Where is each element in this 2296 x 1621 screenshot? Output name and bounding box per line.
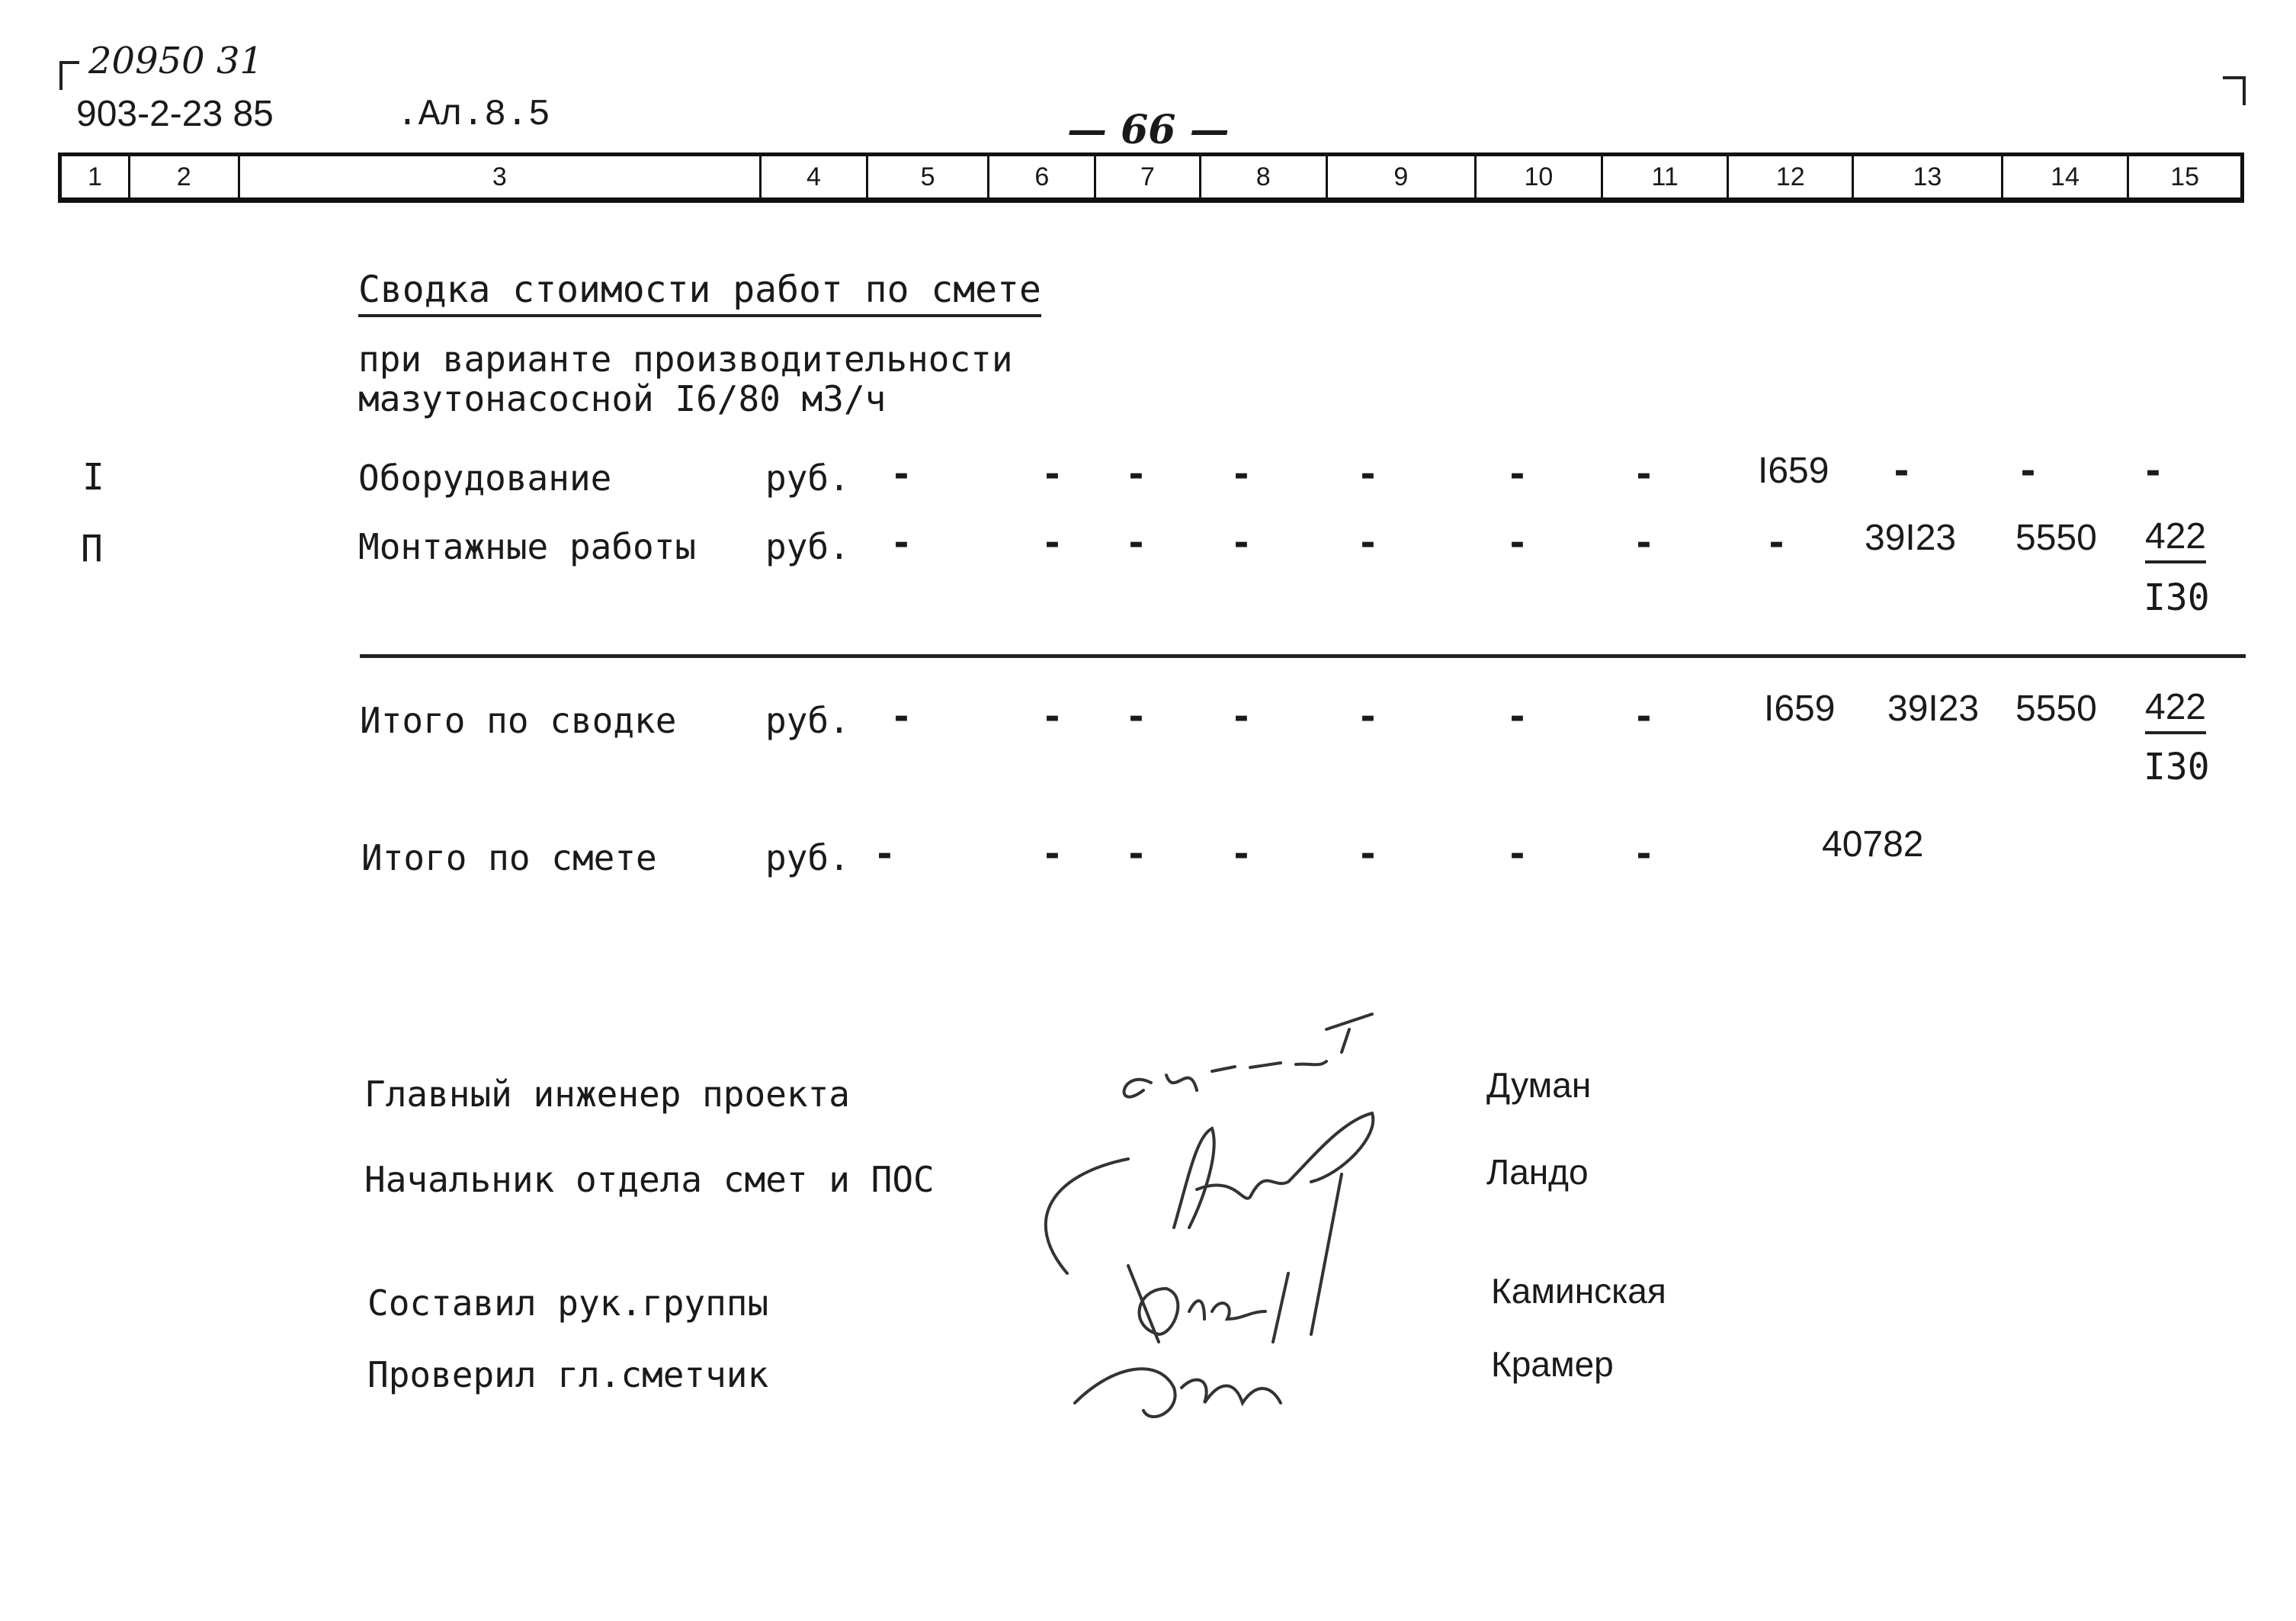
dash-cell: - [1041, 833, 1063, 875]
total-summary-label: Итого по сводке [360, 700, 677, 741]
summary-subtitle-line2: мазутонасосной I6/80 м3/ч [358, 378, 887, 419]
dash-cell: - [1041, 522, 1063, 564]
signature-name: Крамер [1491, 1344, 1614, 1384]
page-number: — 66 — [1067, 107, 1230, 153]
dash-cell: - [1230, 522, 1252, 564]
dash-cell: - [1633, 522, 1655, 564]
total-col15-denominator: I30 [2144, 746, 2210, 788]
dash-cell: - [874, 833, 896, 875]
column-number-strip [58, 152, 2244, 203]
signature-role: Составил рук.группы [367, 1282, 769, 1324]
dash-cell: - [1041, 695, 1063, 738]
col-number: 11 [1603, 156, 1730, 197]
dash-cell: - [1125, 695, 1147, 738]
total-estimate-label: Итого по смете [361, 837, 657, 878]
separator-line [360, 654, 2246, 658]
dash-cell: - [1357, 833, 1379, 875]
signature-role: Начальник отдела смет и ПОС [364, 1159, 935, 1200]
cell-col15-numerator: 422 [2145, 515, 2206, 563]
dash-cell: - [1357, 522, 1379, 564]
dash-cell: - [1506, 695, 1528, 738]
album-ref: .Ал.8.5 [396, 95, 550, 136]
col-number: 3 [240, 156, 762, 197]
handwritten-number: 20950 31 [88, 40, 264, 82]
row-number: П [81, 528, 103, 570]
signature-scribble-checker [1067, 1342, 1342, 1433]
dash-cell: - [1633, 453, 1655, 496]
row-unit: руб. [765, 526, 850, 567]
dash-cell: - [1633, 833, 1655, 875]
cell-col12: I659 [1758, 451, 1829, 491]
signature-role: Главный инженер проекта [364, 1074, 850, 1115]
col-number: 1 [62, 156, 130, 197]
dash-cell: - [1506, 522, 1528, 564]
signature-role: Проверил гл.сметчик [367, 1354, 769, 1395]
summary-title: Сводка стоимости работ по смете [358, 268, 1041, 317]
cell-col14: 5550 [2015, 518, 2097, 558]
signature-name: Думан [1486, 1065, 1592, 1105]
signature-scribble-chief-engineer [1098, 999, 1448, 1121]
top-right-corner-mark [2220, 75, 2247, 105]
dash-cell: - [1125, 453, 1147, 496]
dash-cell: - [890, 522, 912, 564]
col-number: 5 [868, 156, 990, 197]
col-number: 12 [1729, 156, 1854, 197]
col-number: 4 [762, 156, 868, 197]
dash-cell: - [1506, 453, 1528, 496]
dash-cell: - [1633, 695, 1655, 738]
total-col13: 39I23 [1887, 689, 1980, 729]
row-number: I [82, 456, 104, 499]
col-number: 8 [1201, 156, 1328, 197]
col-number: 10 [1477, 156, 1603, 197]
col-number: 9 [1328, 156, 1477, 197]
doc-code: 903-2-23 85 [76, 94, 274, 134]
total-col15-numerator: 422 [2145, 686, 2206, 734]
dash-cell: - [890, 695, 912, 738]
dash-cell: - [1125, 522, 1147, 564]
dash-cell: - [1041, 453, 1063, 496]
total-estimate-value: 40782 [1822, 824, 1924, 865]
col-number: 15 [2170, 162, 2200, 191]
cell-col13: 39I23 [1865, 518, 1957, 558]
total-estimate-unit: руб. [765, 837, 850, 878]
dash-cell: - [1506, 833, 1528, 875]
total-summary-unit: руб. [765, 700, 850, 741]
dash-cell: - [890, 453, 912, 496]
col-number: 14 [2003, 156, 2130, 197]
col-number: 2 [130, 156, 240, 197]
dash-cell: - [1230, 695, 1252, 738]
col-number: 6 [989, 156, 1096, 197]
signature-name: Ландо [1486, 1152, 1589, 1192]
dash-cell: - [1230, 453, 1252, 496]
col-number: 13 [1854, 156, 2003, 197]
top-left-corner-mark [58, 59, 81, 90]
col-number: 7 [1096, 156, 1201, 197]
cell-col15-denominator: I30 [2144, 576, 2210, 619]
total-col12: I659 [1764, 689, 1836, 729]
row-unit: руб. [765, 457, 850, 499]
signature-name: Каминская [1491, 1271, 1666, 1311]
total-col14: 5550 [2015, 689, 2097, 729]
dash-cell: - [1125, 833, 1147, 875]
dash-cell: - [1230, 833, 1252, 875]
summary-subtitle-line1: при варианте производительности [358, 339, 1013, 380]
row-label: Оборудование [358, 457, 612, 499]
row-label: Монтажные работы [358, 526, 697, 567]
cell-col13: - [1890, 450, 1913, 493]
cell-col12: - [1765, 522, 1788, 564]
cell-col15: - [2142, 450, 2164, 493]
cell-col14: - [2017, 450, 2039, 493]
dash-cell: - [1357, 453, 1379, 496]
dash-cell: - [1357, 695, 1379, 738]
